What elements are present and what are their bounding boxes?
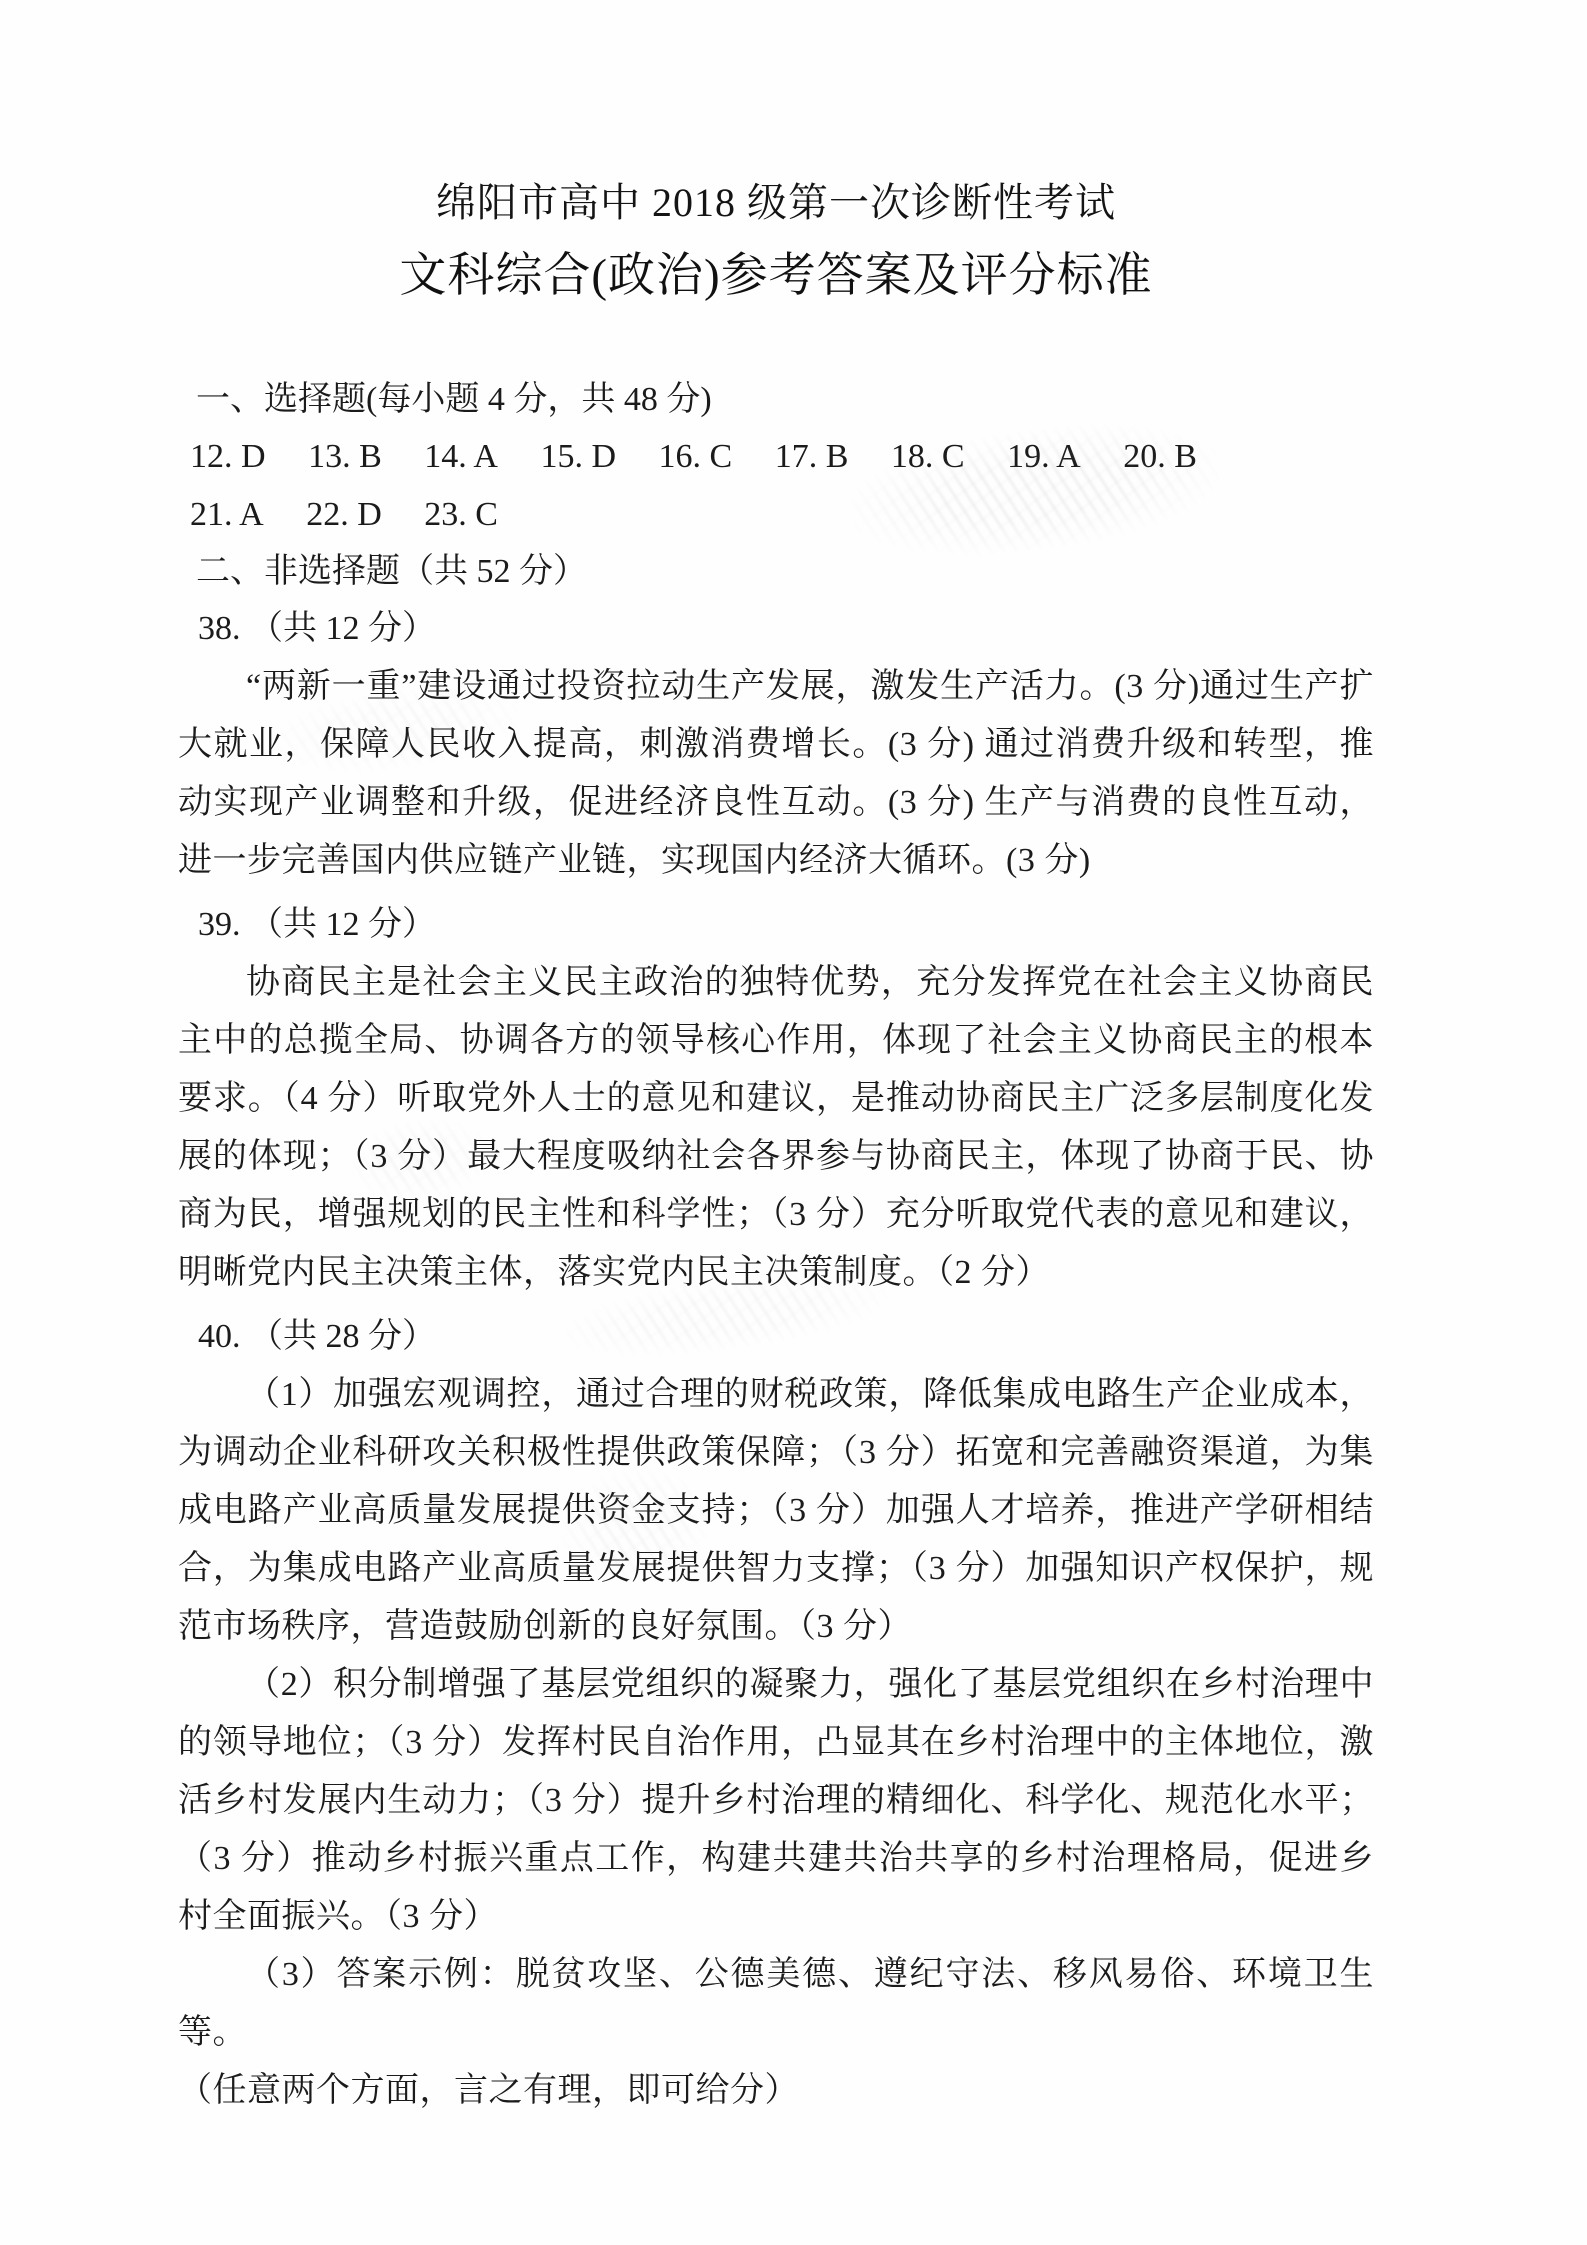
question-40-answer-part3-line2: （任意两个方面，言之有理，即可给分）: [178, 2072, 799, 2109]
exam-title: 绵阳市高中 2018 级第一次诊断性考试: [436, 180, 1116, 225]
mcq-answer-20: 20. B: [1123, 438, 1197, 475]
mcq-answer-18: 18. C: [890, 438, 965, 475]
question-40-heading: 40. （共 28 分）: [198, 1318, 436, 1355]
mcq-answers-row-1: [178, 428, 1374, 486]
section-heading-free-response: 二、非选择题（共 52 分）: [196, 553, 587, 590]
mcq-answer-23: 23. C: [424, 496, 498, 533]
question-39-answer: 协商民主是社会主义民主政治的独特优势，充分发挥党在社会主义协商民主中的总揽全局、协调各方的领导核心作用，体现了社会主义协商民主的根本要求。（4 分）听取党外人士的意见和建议，是推动协商民主广泛多层制度化发展的体现；（3 分）最大程度吸纳社会各界参与协商民主，体现了协商于民、协商为民，增强规划的民主性和科学性；（3 分）充分听取党代表的意见和建议，明晰党内民主决策主体，落实党内民主决策制度。（2 分）: [178, 964, 1374, 1291]
mcq-answer-16: 16. C: [658, 438, 733, 475]
question-40-answer-part1: （1）加强宏观调控，通过合理的财税政策，降低集成电路生产企业成本，为调动企业科研攻关积极性提供政策保障；（3 分）拓宽和完善融资渠道，为集成电路产业高质量发展提供资金支持；（3 分）加强人才培养，推进产学研相结合，为集成电路产业高质量发展提供智力支撑；（3 分）加强知识产权保护，规范市场秩序，营造鼓励创新的良好氛围。（3 分）: [178, 1376, 1374, 1645]
mcq-answer-15: 15. D: [540, 438, 616, 475]
document-subtitle: 文科综合(政治)参考答案及评分标准: [399, 250, 1153, 302]
mcq-answer-22: 22. D: [306, 496, 382, 533]
mcq-answer-17: 17. B: [774, 438, 849, 475]
mcq-answer-12: 12. D: [190, 438, 266, 475]
question-39-heading: 39. （共 12 分）: [198, 906, 436, 943]
mcq-answer-13: 13. B: [308, 438, 382, 475]
question-38-heading: 38. （共 12 分）: [198, 610, 436, 647]
question-40-answer-part3-line1: （3）答案示例：脱贫攻坚、公德美德、遵纪守法、移风易俗、环境卫生等。: [178, 1956, 1374, 2051]
document-content: [178, 172, 1374, 2120]
question-38-answer: “两新一重”建设通过投资拉动生产发展，激发生产活力。(3 分)通过生产扩大就业，保障人民收入提高，刺激消费增长。(3 分) 通过消费升级和转型，推动实现产业调整和升级，促进经济良性互动。(3 分) 生产与消费的良性互动，进一步完善国内供应链产业链，实现国内经济大循环。(3 分): [178, 668, 1374, 879]
mcq-answer-19: 19. A: [1007, 438, 1081, 475]
mcq-answer-14: 14. A: [424, 438, 498, 475]
mcq-answers-row-2: [178, 486, 1374, 544]
mcq-answer-21: 21. A: [190, 496, 264, 533]
question-40-answer-part2: （2）积分制增强了基层党组织的凝聚力，强化了基层党组织在乡村治理中的领导地位；（3 分）发挥村民自治作用，凸显其在乡村治理中的主体地位，激活乡村发展内生动力；（3 分）提升乡村治理的精细化、科学化、规范化水平；（3 分）推动乡村振兴重点工作，构建共建共治共享的乡村治理格局，促进乡村全面振兴。（3 分）: [178, 1666, 1374, 1935]
section-heading-multiple-choice: 一、选择题(每小题 4 分，共 48 分): [196, 381, 712, 418]
